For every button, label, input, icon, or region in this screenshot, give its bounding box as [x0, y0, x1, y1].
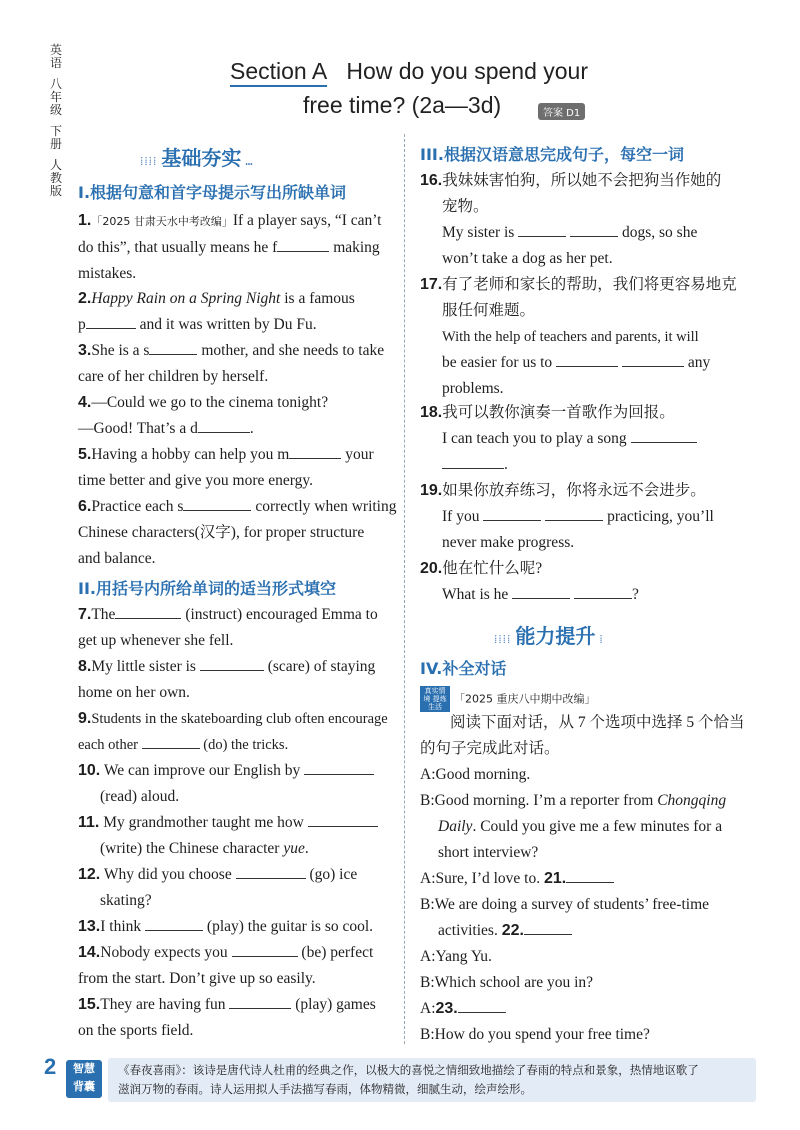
question-chinese: 服任何难题。: [442, 302, 536, 319]
question-text: yue: [283, 840, 305, 857]
answer-blank[interactable]: [512, 582, 570, 599]
part2-heading: II.用括号内所给单词的适当形式填空: [78, 579, 336, 598]
question-11: [78, 810, 400, 862]
speaker: B:: [420, 974, 435, 991]
column-divider: [404, 134, 405, 1044]
question-text: problems.: [442, 380, 504, 397]
blank-number: 22.: [501, 922, 524, 939]
page-number: 2: [44, 1054, 57, 1079]
question-number: 20.: [420, 560, 443, 577]
question-text: dogs, so she: [621, 224, 698, 241]
question-text: time better and give you more energy.: [78, 472, 314, 489]
question-number: 8.: [78, 658, 92, 675]
badge-text: 背囊: [73, 1080, 95, 1093]
answer-blank[interactable]: [149, 338, 197, 355]
answer-blank[interactable]: [115, 602, 181, 619]
question-text: each other: [78, 737, 138, 753]
question-12: [78, 862, 400, 914]
question-text: home on her own.: [78, 684, 190, 701]
answer-blank[interactable]: [570, 220, 618, 237]
answer-blank[interactable]: [232, 940, 298, 957]
speaker: A:: [420, 948, 436, 965]
question-text: any: [687, 354, 711, 371]
footer-note: [118, 1061, 748, 1099]
question-text: never make progress.: [442, 534, 575, 551]
answer-blank[interactable]: [483, 504, 541, 521]
answer-blank[interactable]: [229, 992, 291, 1009]
question-text: They are having fun: [100, 996, 226, 1013]
question-number: 14.: [78, 944, 101, 961]
badge-text: 智慧: [73, 1062, 95, 1075]
speaker: A:: [420, 766, 436, 783]
question-text: My grandmother taught me how: [103, 814, 304, 831]
question-text: Chinese characters(汉字), for proper structure: [78, 524, 365, 541]
question-number: 9.: [78, 710, 92, 727]
question-number: 19.: [420, 482, 443, 499]
speaker: A:: [420, 1000, 436, 1017]
section-label: Section A: [230, 58, 327, 87]
question-text: (scare) of staying: [267, 658, 376, 675]
answer-blank[interactable]: [524, 918, 572, 935]
question-chinese: 如果你放弃练习，你将永远不会进步。: [442, 482, 706, 499]
answer-blank[interactable]: [200, 654, 264, 671]
question-number: 2.: [78, 290, 92, 307]
dialogue-text: Good morning. I’m a reporter from: [434, 792, 654, 809]
answer-blank[interactable]: [556, 350, 618, 367]
question-text: The: [91, 606, 116, 623]
question-source: 「2025 甘肃天水中考改编」: [91, 215, 233, 228]
question-text: (play) games: [295, 996, 376, 1013]
question-18: [420, 400, 750, 478]
page-title-line2: free time? (2a—3d): [303, 92, 502, 118]
question-text: Practice each s: [91, 498, 184, 515]
question-15: [78, 992, 400, 1044]
poem-title: Happy Rain on a Spring Night: [91, 290, 281, 307]
blank-number: 23.: [435, 1000, 458, 1017]
decor-dots: ⁞⁞⁞⁞: [494, 632, 512, 646]
dialogue-line: [420, 996, 750, 1022]
question-1: [78, 208, 400, 287]
question-text: .: [249, 420, 254, 437]
question-text: get up whenever she fell.: [78, 632, 234, 649]
question-number: 5.: [78, 446, 92, 463]
question-text: If you: [442, 508, 480, 525]
question-number: 15.: [78, 996, 101, 1013]
question-text: .: [504, 456, 508, 473]
question-text: Why did you choose: [103, 866, 232, 883]
question-text: I think: [100, 918, 142, 935]
question-2: [78, 286, 400, 338]
question-text: your: [345, 446, 374, 463]
dialogue-intro: [420, 710, 750, 762]
question-text: She is a s: [91, 342, 150, 359]
speaker: A:: [420, 870, 436, 887]
question-text: won’t take a dog as her pet.: [442, 250, 613, 267]
question-chinese: 他在忙什么呢?: [442, 560, 543, 577]
question-7: [78, 602, 400, 654]
speaker: B:: [420, 1026, 435, 1043]
speaker: B:: [420, 792, 435, 809]
question-text: practicing, you’ll: [607, 508, 714, 525]
question-chinese: 宠物。: [442, 198, 489, 215]
answer-blank[interactable]: [622, 350, 684, 367]
question-9: [78, 706, 404, 758]
part3-heading: III.根据汉语意思完成句子，每空一词: [420, 145, 684, 164]
question-text: .: [304, 840, 309, 857]
question-text: If a player says, “I can’t: [232, 212, 382, 229]
dialogue-text: Good morning.: [435, 766, 531, 783]
question-17: [420, 272, 750, 402]
question-number: 1.: [78, 212, 92, 229]
dialogue-line: [420, 944, 750, 970]
question-text: What is he: [442, 586, 509, 603]
decor-dots: ⁞: [599, 632, 604, 646]
answer-blank[interactable]: [631, 426, 697, 443]
question-text: on the sports field.: [78, 1022, 194, 1039]
question-text: My little sister is: [91, 658, 196, 675]
answer-blank[interactable]: [518, 220, 566, 237]
question-number: 10.: [78, 762, 101, 779]
question-number: 18.: [420, 404, 443, 421]
decor-dots: …: [245, 154, 254, 168]
question-number: 3.: [78, 342, 92, 359]
question-number: 7.: [78, 606, 92, 623]
section-title-advanced: 能力提升: [515, 624, 596, 648]
intro-text: 阅读下面对话，从 7 个选项中选择 5 个恰当: [450, 714, 745, 731]
question-chinese: 我可以教你演奏一首歌作为回报。: [442, 404, 675, 421]
dialogue-text: Yang Yu.: [435, 948, 492, 965]
answer-blank[interactable]: [289, 442, 341, 459]
answer-blank[interactable]: [308, 810, 378, 827]
question-source: 「2025 重庆八中期中改编」: [454, 692, 596, 706]
answer-blank[interactable]: [566, 866, 614, 883]
source-line: [420, 686, 596, 712]
question-text: care of her children by herself.: [78, 368, 269, 385]
subject-label: 英语: [49, 43, 62, 70]
basic-section-head: [140, 142, 254, 171]
answer-badge: 答案 D1: [538, 103, 585, 120]
question-chinese: 有了老师和家长的帮助，我们将更容易地克: [442, 276, 737, 293]
blank-number: 21.: [543, 870, 567, 887]
question-10: [78, 758, 400, 810]
wisdom-badge: [66, 1060, 102, 1098]
dialogue-line: [420, 866, 750, 892]
decor-dots: ⁞⁞⁞⁞: [140, 154, 158, 168]
part1-heading: I.根据句意和首字母提示写出所缺单词: [78, 183, 347, 202]
question-text: (write) the Chinese character: [100, 840, 280, 857]
question-text: —Could we go to the cinema tonight?: [91, 394, 329, 411]
question-text: be easier for us to: [442, 354, 553, 371]
advanced-section-head: [494, 620, 604, 649]
section-title-basic: 基础夯实: [161, 146, 242, 170]
question-text: from the start. Don’t give up so easily.: [78, 970, 316, 987]
question-16: [420, 168, 750, 272]
question-text: I can teach you to play a song: [442, 430, 627, 447]
question-text: mother, and she needs to take: [201, 342, 385, 359]
dialogue-text: activities.: [438, 922, 498, 939]
question-text: (be) perfect: [301, 944, 374, 961]
intro-text: 的句子完成此对话。: [420, 740, 560, 757]
dialogue-line: [420, 788, 750, 866]
dialogue-line: [420, 892, 750, 944]
dialogue-text: How do you spend your free time?: [434, 1026, 650, 1043]
question-chinese: 我妹妹害怕狗，所以她不会把狗当作她的: [442, 172, 722, 189]
edition-label: 人教版: [49, 158, 62, 198]
question-text: (read) aloud.: [100, 788, 180, 805]
question-number: 11.: [78, 814, 100, 831]
question-text: do this”, that usually means he f: [78, 239, 278, 256]
question-text: and it was written by Du Fu.: [139, 316, 317, 333]
dialogue-text: Daily: [438, 818, 473, 835]
answer-blank[interactable]: [183, 494, 251, 511]
question-text: skating?: [100, 892, 152, 909]
answer-blank[interactable]: [545, 504, 603, 521]
part4-heading: IV.补全对话: [420, 659, 507, 678]
dialogue-line: [420, 970, 750, 996]
context-tag: 真实情境 提炼生活: [420, 686, 450, 712]
question-text: (go) ice: [309, 866, 358, 883]
question-number: 13.: [78, 918, 101, 935]
question-text: —Good! That’s a d: [78, 420, 198, 437]
dialogue-line: [420, 762, 750, 788]
answer-blank[interactable]: [277, 235, 329, 252]
question-text: correctly when writing: [255, 498, 397, 515]
question-text: (do) the tricks.: [203, 737, 289, 753]
question-4: [78, 390, 400, 442]
question-text: With the help of teachers and parents, it will: [442, 329, 699, 345]
question-text: making: [333, 239, 380, 256]
answer-blank[interactable]: [198, 416, 250, 433]
answer-blank[interactable]: [442, 452, 504, 469]
question-text: Having a hobby can help you m: [91, 446, 290, 463]
answer-blank[interactable]: [86, 312, 136, 329]
question-text: Students in the skateboarding club often encourage: [91, 711, 388, 727]
question-number: 17.: [420, 276, 443, 293]
question-text: Nobody expects you: [100, 944, 228, 961]
question-20: [420, 556, 750, 608]
footer-note-line: 滋润万物的春雨。诗人运用拟人手法描写春雨，体物精微，细腻生动，绘声绘形。: [118, 1082, 532, 1096]
speaker: B:: [420, 896, 435, 913]
dialogue-line: [420, 1022, 750, 1048]
question-text: We can improve our English by: [103, 762, 301, 779]
grade-label: 八年级: [49, 77, 62, 117]
question-14: [78, 940, 400, 992]
question-5: [78, 442, 400, 494]
dialogue-text: short interview?: [438, 844, 539, 861]
answer-blank[interactable]: [142, 732, 200, 749]
question-text: (play) the guitar is so cool.: [206, 918, 374, 935]
question-text: mistakes.: [78, 265, 137, 282]
term-label: 下册: [49, 124, 62, 151]
question-text: My sister is: [442, 224, 515, 241]
question-8: [78, 654, 400, 706]
question-6: [78, 494, 400, 572]
title-text-1: How do you spend your: [346, 58, 589, 84]
question-number: 4.: [78, 394, 92, 411]
question-3: [78, 338, 400, 390]
answer-blank[interactable]: [574, 582, 632, 599]
dialogue-text: Sure, I’d love to.: [435, 870, 541, 887]
answer-blank[interactable]: [304, 758, 374, 775]
page-title-line1: [230, 58, 588, 85]
question-text: and balance.: [78, 550, 156, 567]
answer-blank[interactable]: [236, 862, 306, 879]
dialogue-text: We are doing a survey of students’ free-time: [434, 896, 710, 913]
answer-blank[interactable]: [458, 996, 506, 1013]
dialogue-text: Chongqing: [657, 792, 727, 809]
question-number: 16.: [420, 172, 443, 189]
question-text: (instruct) encouraged Emma to: [185, 606, 378, 623]
question-text: ?: [632, 586, 639, 603]
question-number: 6.: [78, 498, 92, 515]
question-text: is a famous: [284, 290, 355, 307]
question-number: 12.: [78, 866, 101, 883]
dialogue: [420, 762, 750, 1048]
footer-note-line: 《春夜喜雨》：该诗是唐代诗人杜甫的经典之作，以极大的喜悦之情细致地描绘了春雨的特点和景象，热情地讴歌了: [118, 1063, 699, 1077]
dialogue-text: . Could you give me a few minutes for a: [472, 818, 723, 835]
dialogue-text: Which school are you in?: [434, 974, 594, 991]
question-text: p: [78, 316, 86, 333]
question-19: [420, 478, 750, 556]
answer-blank[interactable]: [145, 914, 203, 931]
question-13: [78, 914, 400, 940]
sidebar-edition-labels: [46, 44, 66, 206]
